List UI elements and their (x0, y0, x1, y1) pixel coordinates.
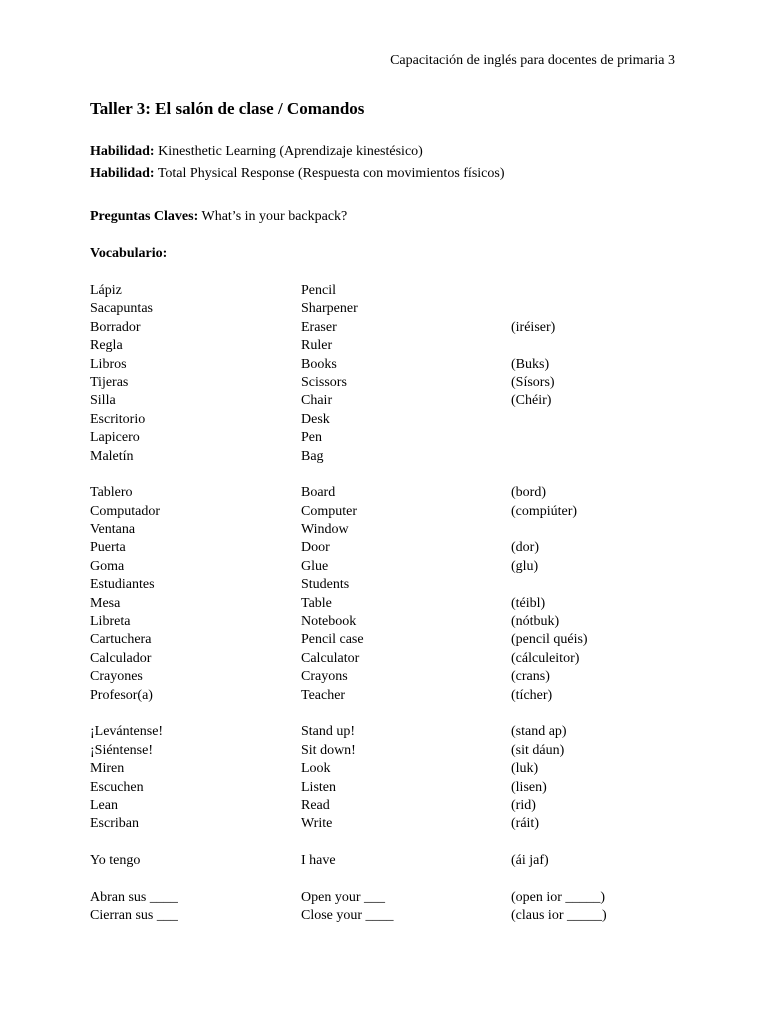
spanish-term: Libreta (90, 614, 131, 630)
pronunciation: (Sísors) (511, 374, 555, 390)
pronunciation: (Buks) (511, 356, 550, 372)
spanish-term: Calculador (90, 650, 152, 666)
vocab-row (90, 558, 690, 576)
pronunciation: (glu) (511, 558, 539, 574)
spanish-term: Cierran sus ___ (90, 908, 178, 924)
english-term: Books (301, 356, 337, 372)
key-question-value: What’s in your backpack? (201, 209, 348, 224)
skill-label: Habilidad: (90, 166, 155, 181)
spanish-term: Abran sus ____ (90, 889, 178, 905)
vocab-heading: Vocabulario: (90, 246, 168, 261)
english-term: Teacher (301, 687, 346, 703)
vocab-row (90, 374, 690, 392)
english-term: Board (301, 485, 336, 501)
english-term: Ruler (301, 338, 333, 354)
vocab-row (90, 337, 690, 355)
vocab-row (90, 595, 690, 613)
pronunciation: (bord) (511, 485, 546, 501)
english-term: Scissors (301, 374, 347, 390)
pronunciation: (nótbuk) (511, 614, 560, 630)
pronunciation: (lisen) (511, 779, 547, 795)
spanish-term: Crayones (90, 669, 143, 685)
pronunciation: (crans) (511, 669, 550, 685)
vocab-row (90, 613, 690, 631)
pronunciation: (sit dáun) (511, 742, 565, 758)
vocab-row (90, 282, 690, 300)
vocab-row (90, 852, 690, 870)
vocab-table (90, 282, 690, 944)
spanish-term: Escuchen (90, 779, 144, 795)
vocab-row (90, 356, 690, 374)
spanish-term: Yo tengo (90, 853, 141, 869)
pronunciation: (dor) (511, 540, 539, 556)
english-term: Eraser (301, 319, 337, 335)
english-term: Table (301, 595, 332, 611)
vocab-row (90, 448, 690, 466)
pronunciation: (pencil quéis) (511, 632, 588, 648)
key-question-line (90, 209, 347, 225)
english-term: Door (301, 540, 330, 556)
pronunciation: (iréiser) (511, 319, 556, 335)
english-term: Pencil case (301, 632, 364, 648)
spanish-term: Puerta (90, 540, 126, 556)
vocab-row (90, 687, 690, 705)
vocab-row (90, 668, 690, 686)
spanish-term: Lean (90, 797, 118, 813)
spanish-term: Lapicero (90, 430, 140, 446)
spanish-term: Profesor(a) (90, 687, 153, 703)
vocab-row (90, 760, 690, 778)
vocab-row (90, 631, 690, 649)
pronunciation: (cálculeitor) (511, 650, 580, 666)
pronunciation: (tícher) (511, 687, 553, 703)
english-term: Sharpener (301, 301, 358, 317)
english-term: Write (301, 816, 333, 832)
english-term: Students (301, 577, 350, 593)
english-term: Read (301, 797, 330, 813)
english-term: Calculator (301, 650, 360, 666)
spanish-term: Goma (90, 558, 125, 574)
vocab-row (90, 429, 690, 447)
skill-value: Kinesthetic Learning (Aprendizaje kinestésico) (158, 144, 423, 159)
vocab-row (90, 815, 690, 833)
pronunciation: (téibl) (511, 595, 546, 611)
pronunciation: (Chéir) (511, 393, 552, 409)
spanish-term: Tijeras (90, 374, 129, 390)
vocab-row (90, 484, 690, 502)
vocab-row (90, 300, 690, 318)
english-term: Stand up! (301, 724, 356, 740)
document-header: Capacitación de inglés para docentes de primaria 3 (390, 53, 675, 68)
document-title: Taller 3: El salón de clase / Comandos (90, 99, 365, 118)
spanish-term: Regla (90, 338, 123, 354)
vocab-row (90, 411, 690, 429)
pronunciation: (claus ior _____) (511, 908, 607, 924)
skill-line-2 (90, 166, 504, 182)
pronunciation: (rid) (511, 797, 536, 813)
pronunciation: (stand ap) (511, 724, 567, 740)
skill-value: Total Physical Response (Respuesta con movimientos físicos) (157, 166, 505, 181)
vocab-row (90, 907, 690, 925)
vocab-group (90, 852, 690, 870)
english-term: Bag (301, 448, 324, 464)
spanish-term: Libros (90, 356, 127, 372)
english-term: Computer (301, 503, 357, 519)
english-term: Glue (301, 558, 329, 574)
vocab-row (90, 650, 690, 668)
spanish-term: Cartuchera (90, 632, 152, 648)
spanish-term: Maletín (90, 448, 134, 464)
spanish-term: Escriban (90, 816, 139, 832)
spanish-term: Escritorio (90, 411, 146, 427)
skill-label: Habilidad: (90, 144, 155, 159)
vocab-row (90, 742, 690, 760)
pronunciation: (ái jaf) (511, 853, 549, 869)
spanish-term: Mesa (90, 595, 121, 611)
vocab-group (90, 282, 690, 466)
english-term: Close your ____ (301, 908, 394, 924)
key-question-label: Preguntas Claves: (90, 209, 199, 224)
english-term: Sit down! (301, 742, 356, 758)
english-term: Listen (301, 779, 336, 795)
english-term: I have (301, 853, 336, 869)
vocab-row (90, 576, 690, 594)
spanish-term: ¡Levántense! (90, 724, 164, 740)
spanish-term: Tablero (90, 485, 133, 501)
vocab-row (90, 797, 690, 815)
vocab-row (90, 889, 690, 907)
vocab-row (90, 392, 690, 410)
spanish-term: Sacapuntas (90, 301, 153, 317)
spanish-term: Miren (90, 761, 125, 777)
vocab-row (90, 779, 690, 797)
spanish-term: Borrador (90, 319, 141, 335)
english-term: Window (301, 522, 349, 538)
spanish-term: Silla (90, 393, 116, 409)
vocab-row (90, 521, 690, 539)
english-term: Crayons (301, 669, 348, 685)
spanish-term: Lápiz (90, 283, 122, 298)
english-term: Open your ___ (301, 889, 385, 905)
english-term: Chair (301, 393, 333, 409)
pronunciation: (open ior _____) (511, 889, 606, 905)
vocab-row (90, 723, 690, 741)
vocab-group (90, 889, 690, 926)
spanish-term: ¡Siéntense! (90, 742, 153, 758)
pronunciation: (compiúter) (511, 503, 578, 519)
english-term: Pen (301, 430, 322, 446)
spanish-term: Estudiantes (90, 577, 155, 593)
vocab-row (90, 503, 690, 521)
english-term: Notebook (301, 614, 357, 630)
skill-line-1 (90, 144, 423, 160)
english-term: Pencil (301, 283, 336, 298)
spanish-term: Ventana (90, 522, 136, 538)
english-term: Desk (301, 411, 330, 427)
english-term: Look (301, 761, 331, 777)
pronunciation: (ráit) (511, 816, 539, 832)
vocab-group (90, 723, 690, 833)
vocab-group (90, 484, 690, 705)
vocab-row (90, 319, 690, 337)
pronunciation: (luk) (511, 761, 539, 777)
vocab-row (90, 539, 690, 557)
spanish-term: Computador (90, 503, 160, 519)
